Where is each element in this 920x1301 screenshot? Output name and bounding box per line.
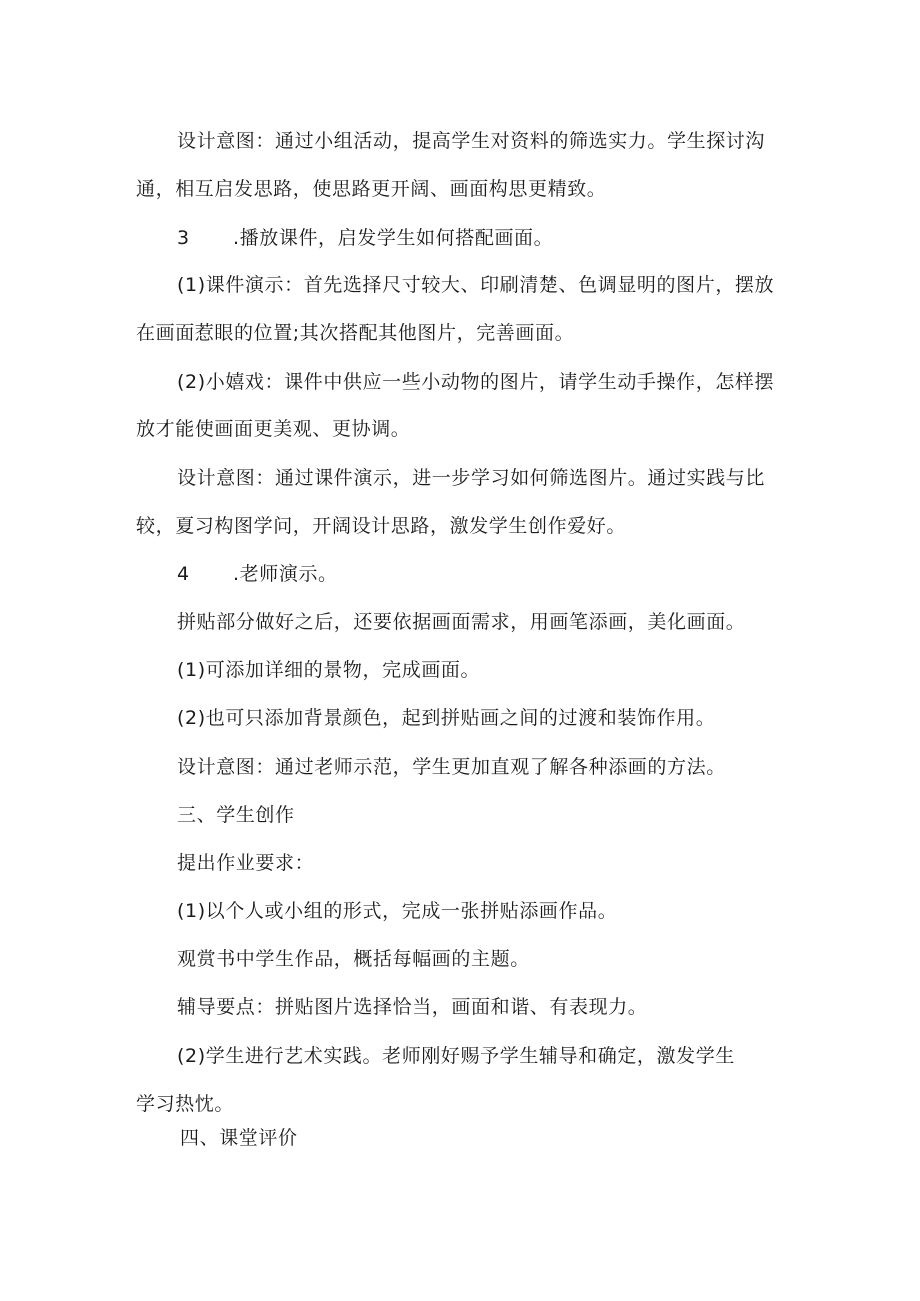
paragraph-design-intent-1-line-1: 设计意图：通过小组活动，提高学生对资料的筛选实力。学生探讨沟 xyxy=(177,130,766,152)
paragraph-design-intent-2-line-2: 较，夏习构图学问，开阔设计思路，激发学生创作爱好。 xyxy=(136,515,627,537)
paragraph-art-practice-line-2: 学习热忱。 xyxy=(136,1093,235,1115)
paragraph-add-scenery: (1)可添加详细的景物，完成画面。 xyxy=(177,659,481,681)
paragraph-art-practice-line-1: (2)学生进行艺术实践。老师刚好赐予学生辅导和确定，激发学生 xyxy=(177,1045,735,1067)
paragraph-courseware-demo-line-2: 在画面惹眼的位置;其次搭配其他图片，完善画面。 xyxy=(136,322,575,344)
paragraph-courseware-demo-line-1: (1)课件演示：首先选择尺寸较大、印刷清楚、色调显明的图片，摆放 xyxy=(177,274,775,296)
step-3-heading xyxy=(177,226,553,250)
step-4-heading xyxy=(177,562,338,586)
paragraph-mini-game-line-2: 放才能使画面更美观、更协调。 xyxy=(136,418,411,440)
step-text: .老师演示。 xyxy=(233,563,338,585)
paragraph-assignment-requirements: 提出作业要求： xyxy=(177,852,315,874)
paragraph-guidance-points: 辅导要点：拼贴图片选择恰当，画面和谐、有表现力。 xyxy=(177,996,648,1018)
paragraph-design-intent-2-line-1: 设计意图：通过课件演示，进一步学习如何筛选图片。通过实践与比 xyxy=(177,467,766,489)
step-number: 4 xyxy=(177,563,190,585)
paragraph-design-intent-3: 设计意图：通过老师示范，学生更加直观了解各种添画的方法。 xyxy=(177,756,726,778)
section-heading-student-creation: 三、学生创作 xyxy=(177,804,295,826)
paragraph-mini-game-line-1: (2)小嬉戏：课件中供应一些小动物的图片，请学生动手操作，怎样摆 xyxy=(177,371,775,393)
section-heading-class-evaluation: 四、课堂评价 xyxy=(180,1127,298,1149)
paragraph-individual-or-group: (1)以个人或小组的形式，完成一张拼贴添画作品。 xyxy=(177,900,618,922)
paragraph-add-background: (2)也可只添加背景颜色，起到拼贴画之间的过渡和装饰作用。 xyxy=(177,707,716,729)
paragraph-appreciate-works: 观赏书中学生作品，概括每幅画的主题。 xyxy=(177,948,530,970)
paragraph-design-intent-1-line-2: 通，相互启发思路，使思路更开阔、画面构思更精致。 xyxy=(136,178,607,200)
step-number: 3 xyxy=(177,227,190,249)
paragraph-collage-done: 拼贴部分做好之后，还要依据画面需求，用画笔添画，美化画面。 xyxy=(177,611,746,633)
step-text: .播放课件，启发学生如何搭配画面。 xyxy=(233,227,554,249)
